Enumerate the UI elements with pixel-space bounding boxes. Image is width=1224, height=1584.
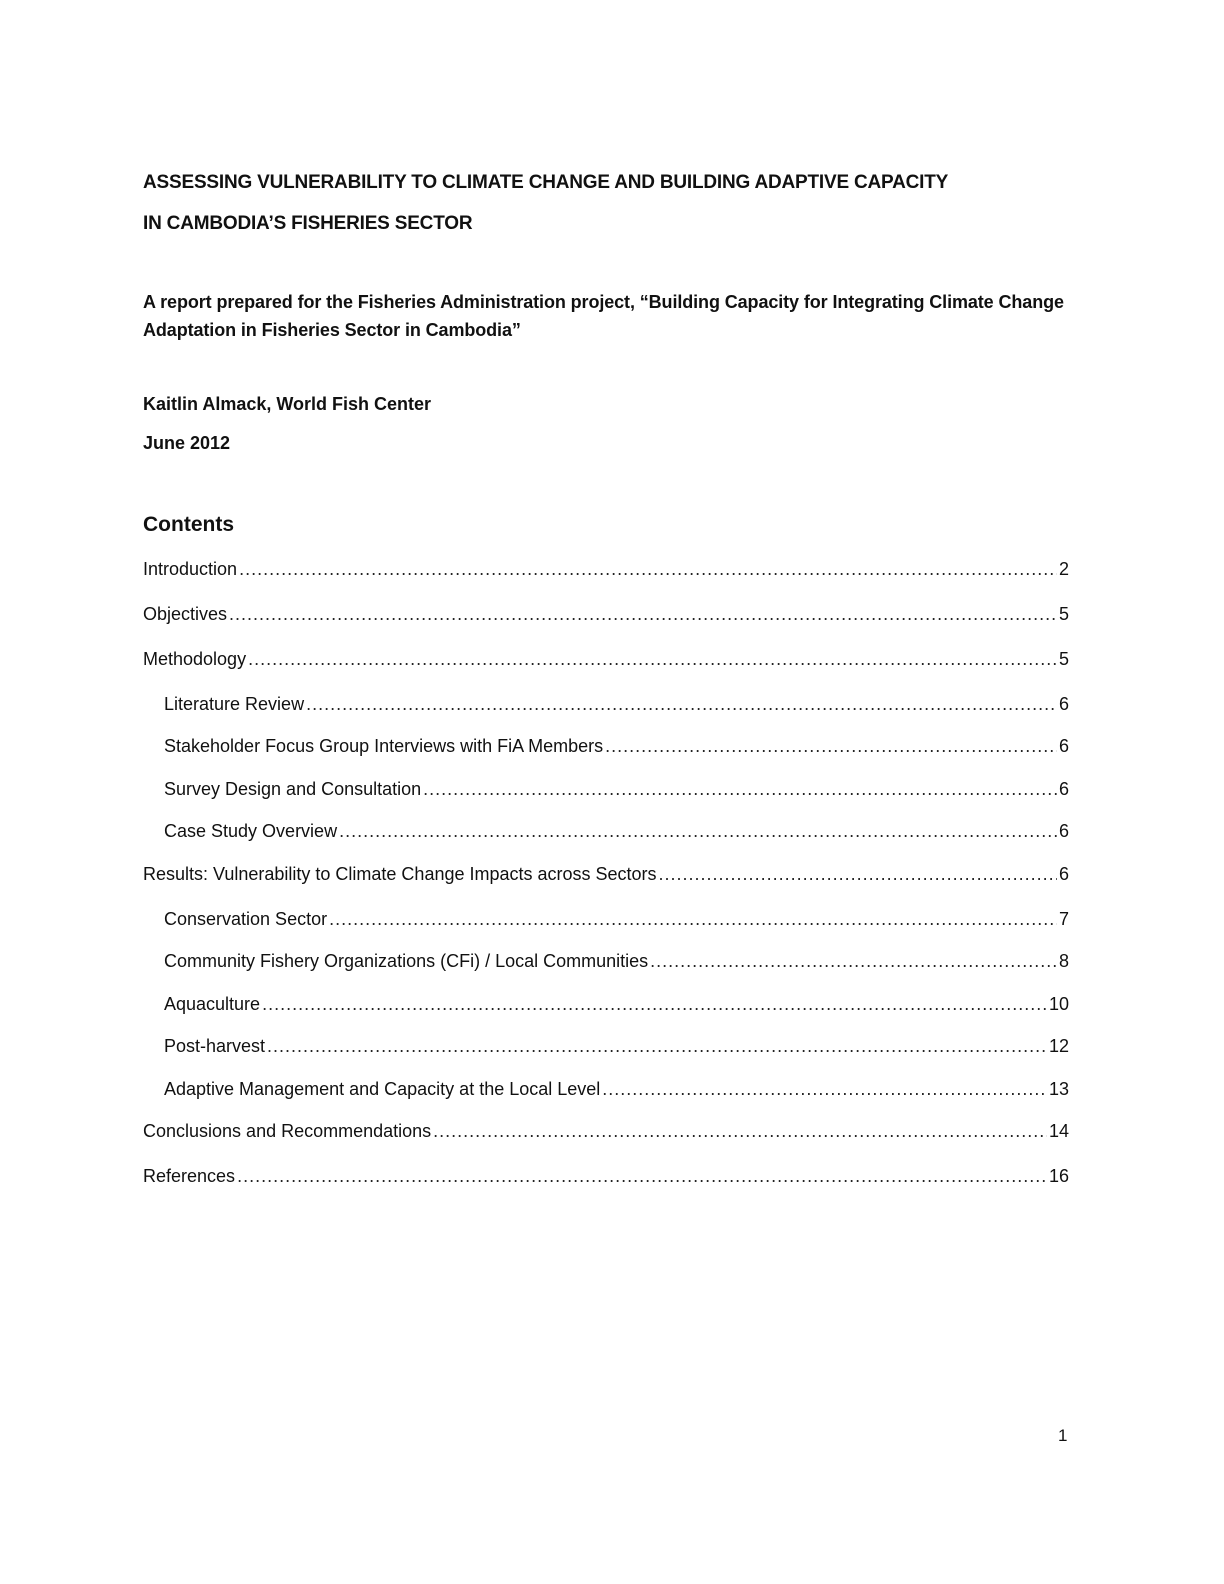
toc-entry[interactable]: [164, 906, 1069, 932]
toc-dot-leader: [339, 818, 1057, 844]
toc-entry-label: References: [143, 1166, 236, 1186]
toc-entry-page: 13: [1048, 1079, 1069, 1099]
toc-entry[interactable]: [143, 556, 1069, 582]
toc-entry[interactable]: [164, 991, 1069, 1017]
toc-entry-page: 7: [1058, 909, 1069, 929]
report-title-line-2: IN CAMBODIA’S FISHERIES SECTOR: [143, 213, 473, 234]
toc-entry[interactable]: [143, 646, 1069, 672]
toc-dot-leader: [239, 556, 1057, 582]
toc-entry-page: 10: [1048, 994, 1069, 1014]
toc-entry-page: 2: [1058, 559, 1069, 579]
toc-dot-leader: [248, 646, 1057, 672]
toc-entry[interactable]: [143, 861, 1069, 887]
toc-dot-leader: [267, 1033, 1047, 1059]
toc-dot-leader: [306, 691, 1057, 717]
contents-heading: Contents: [143, 513, 234, 536]
toc-dot-leader: [229, 601, 1057, 627]
toc-entry-label: Community Fishery Organizations (CFi) / Local Communities: [164, 951, 649, 971]
toc-entry[interactable]: [143, 601, 1069, 627]
date-line: June 2012: [143, 433, 231, 453]
report-subtitle: A report prepared for the Fisheries Administration project, “Building Capacity for Integrating Climate Change Adaptation in Fisheries Sector in Cambodia”: [143, 292, 1064, 340]
toc-entry-label: Aquaculture: [164, 994, 261, 1014]
toc-entry[interactable]: [143, 1118, 1069, 1144]
toc-entry-label: Results: Vulnerability to Climate Change Impacts across Sectors: [143, 864, 657, 884]
toc-entry[interactable]: [164, 1076, 1069, 1102]
toc-dot-leader: [602, 1076, 1047, 1102]
report-title-line-1: ASSESSING VULNERABILITY TO CLIMATE CHANGE AND BUILDING ADAPTIVE CAPACITY: [143, 172, 949, 193]
toc-entry-label: Introduction: [143, 559, 238, 579]
toc-entry-page: 6: [1058, 736, 1069, 756]
toc-dot-leader: [329, 906, 1057, 932]
toc-entry-label: Case Study Overview: [164, 821, 338, 841]
toc-dot-leader: [262, 991, 1047, 1017]
toc-dot-leader: [605, 733, 1057, 759]
toc-entry-label: Stakeholder Focus Group Interviews with FiA Members: [164, 736, 604, 756]
toc-entry-page: 14: [1048, 1121, 1069, 1141]
toc-entry-label: Conservation Sector: [164, 909, 328, 929]
toc-entry-page: 6: [1058, 779, 1069, 799]
toc-dot-leader: [237, 1163, 1047, 1189]
toc-dot-leader: [433, 1118, 1047, 1144]
page-number: 1: [1058, 1426, 1068, 1445]
toc-entry-page: 6: [1058, 694, 1069, 714]
toc-entry-page: 5: [1058, 649, 1069, 669]
toc-entry[interactable]: [164, 1033, 1069, 1059]
toc-entry[interactable]: [164, 733, 1069, 759]
toc-entry-page: 8: [1058, 951, 1069, 971]
toc-entry[interactable]: [164, 691, 1069, 717]
author-line: Kaitlin Almack, World Fish Center: [143, 394, 432, 414]
toc-entry-label: Objectives: [143, 604, 228, 624]
toc-entry-page: 6: [1058, 864, 1069, 884]
toc-entry-page: 12: [1048, 1036, 1069, 1056]
toc-entry[interactable]: [164, 948, 1069, 974]
toc-entry[interactable]: [164, 776, 1069, 802]
toc-dot-leader: [650, 948, 1057, 974]
toc-entry-label: Survey Design and Consultation: [164, 779, 422, 799]
toc-entry-label: Conclusions and Recommendations: [143, 1121, 432, 1141]
toc-entry-page: 6: [1058, 821, 1069, 841]
toc-entry-page: 16: [1048, 1166, 1069, 1186]
toc-entry-page: 5: [1058, 604, 1069, 624]
toc-entry-label: Literature Review: [164, 694, 305, 714]
toc-dot-leader: [423, 776, 1057, 802]
toc-dot-leader: [659, 861, 1057, 887]
toc-entry-label: Adaptive Management and Capacity at the Local Level: [164, 1079, 601, 1099]
toc-entry-label: Post-harvest: [164, 1036, 266, 1056]
toc-entry[interactable]: [143, 1163, 1069, 1189]
toc-entry-label: Methodology: [143, 649, 247, 669]
toc-entry[interactable]: [164, 818, 1069, 844]
